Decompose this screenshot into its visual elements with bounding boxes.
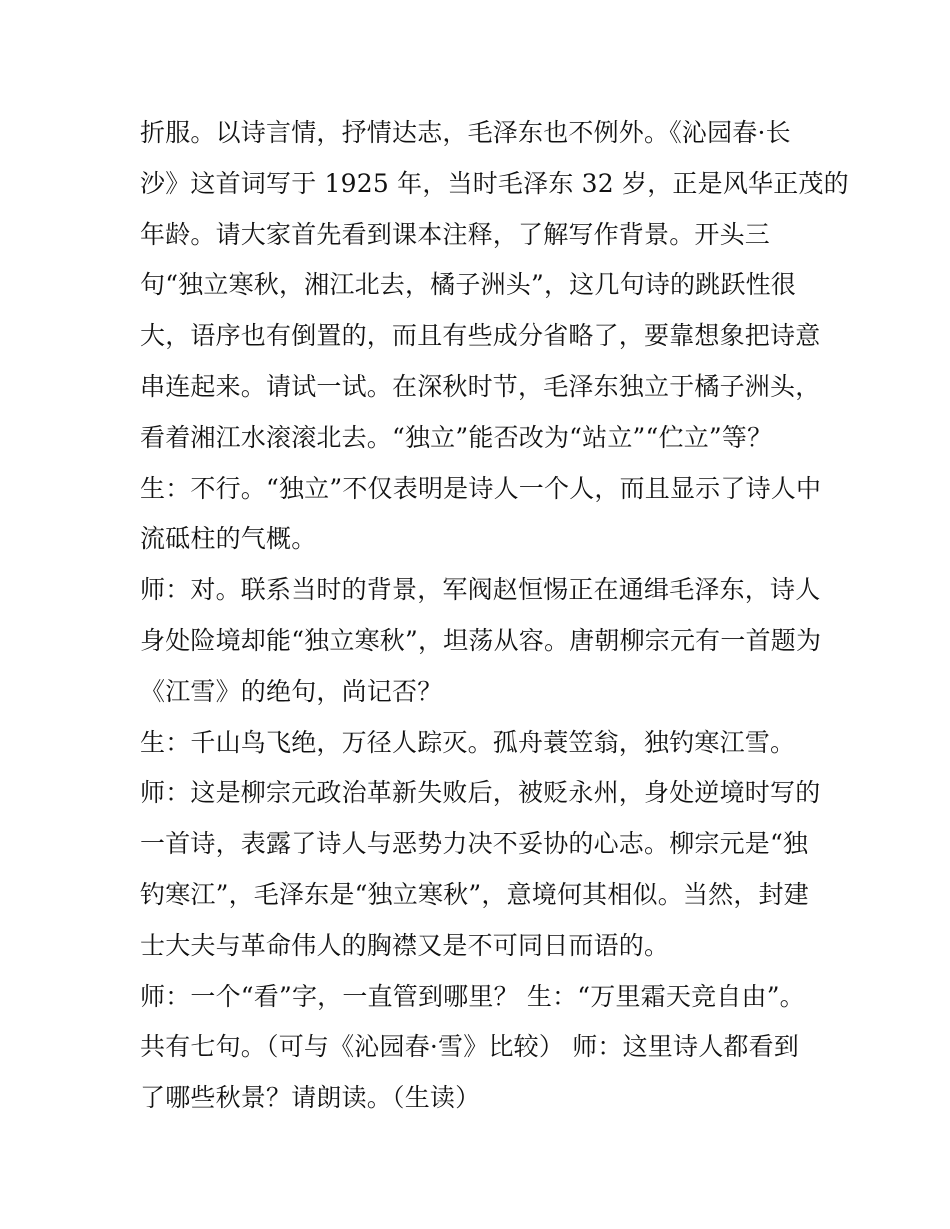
document-body bbox=[140, 108, 849, 1124]
text-line: 大，语序也有倒置的，而且有些成分省略了，要靠想象把诗意 bbox=[140, 321, 821, 351]
text-line: 师：对。联系当时的背景，军阀赵恒惕正在通缉毛泽东，诗人 bbox=[140, 575, 821, 605]
text-line: 《江雪》的绝句，尚记否？ bbox=[140, 676, 443, 706]
text-line: 流砥柱的气概。 bbox=[140, 524, 317, 554]
text-line: 一首诗，表露了诗人与恶势力决不妥协的心志。柳宗元是“独 bbox=[140, 829, 809, 859]
text-line: 了哪些秋景？请朗读。（生读） bbox=[140, 1083, 481, 1113]
text-line: 年龄。请大家首先看到课本注释，了解写作背景。开头三 bbox=[140, 219, 771, 249]
text-line: 沙》这首词写于 1925 年，当时毛泽东 32 岁，正是风华正茂的 bbox=[140, 168, 849, 198]
text-line: 句“独立寒秋，湘江北去，橘子洲头”，这几句诗的跳跃性很 bbox=[140, 270, 796, 300]
text-line: 生：不行。“独立”不仅表明是诗人一个人，而且显示了诗人中 bbox=[140, 473, 822, 503]
text-line: 折服。以诗言情，抒情达志，毛泽东也不例外。《沁园春·长 bbox=[140, 118, 791, 147]
text-line: 看着湘江水滚滚北去。“独立”能否改为“站立”“伫立”等？ bbox=[140, 422, 773, 452]
text-line: 生：千山鸟飞绝，万径人踪灭。孤舟蓑笠翁，独钓寒江雪。 bbox=[140, 727, 796, 757]
text-line: 串连起来。请试一试。在深秋时节，毛泽东独立于橘子洲头， bbox=[140, 371, 821, 401]
text-line: 身处险境却能“独立寒秋”，坦荡从容。唐朝柳宗元有一首题为 bbox=[140, 625, 822, 655]
text-line: 钓寒江”，毛泽东是“独立寒秋”，意境何其相似。当然，封建 bbox=[140, 879, 809, 909]
text-line: 士大夫与革命伟人的胸襟又是不可同日而语的。 bbox=[140, 930, 670, 960]
text-line: 师：一个“看”字，一直管到哪里？ 生：“万里霜天竞自由”。 bbox=[140, 981, 805, 1011]
text-line: 共有七句。（可与《沁园春·雪》比较） 师：这里诗人都看到 bbox=[140, 1032, 799, 1062]
text-line: 师：这是柳宗元政治革新失败后，被贬永州，身处逆境时写的 bbox=[140, 778, 821, 808]
